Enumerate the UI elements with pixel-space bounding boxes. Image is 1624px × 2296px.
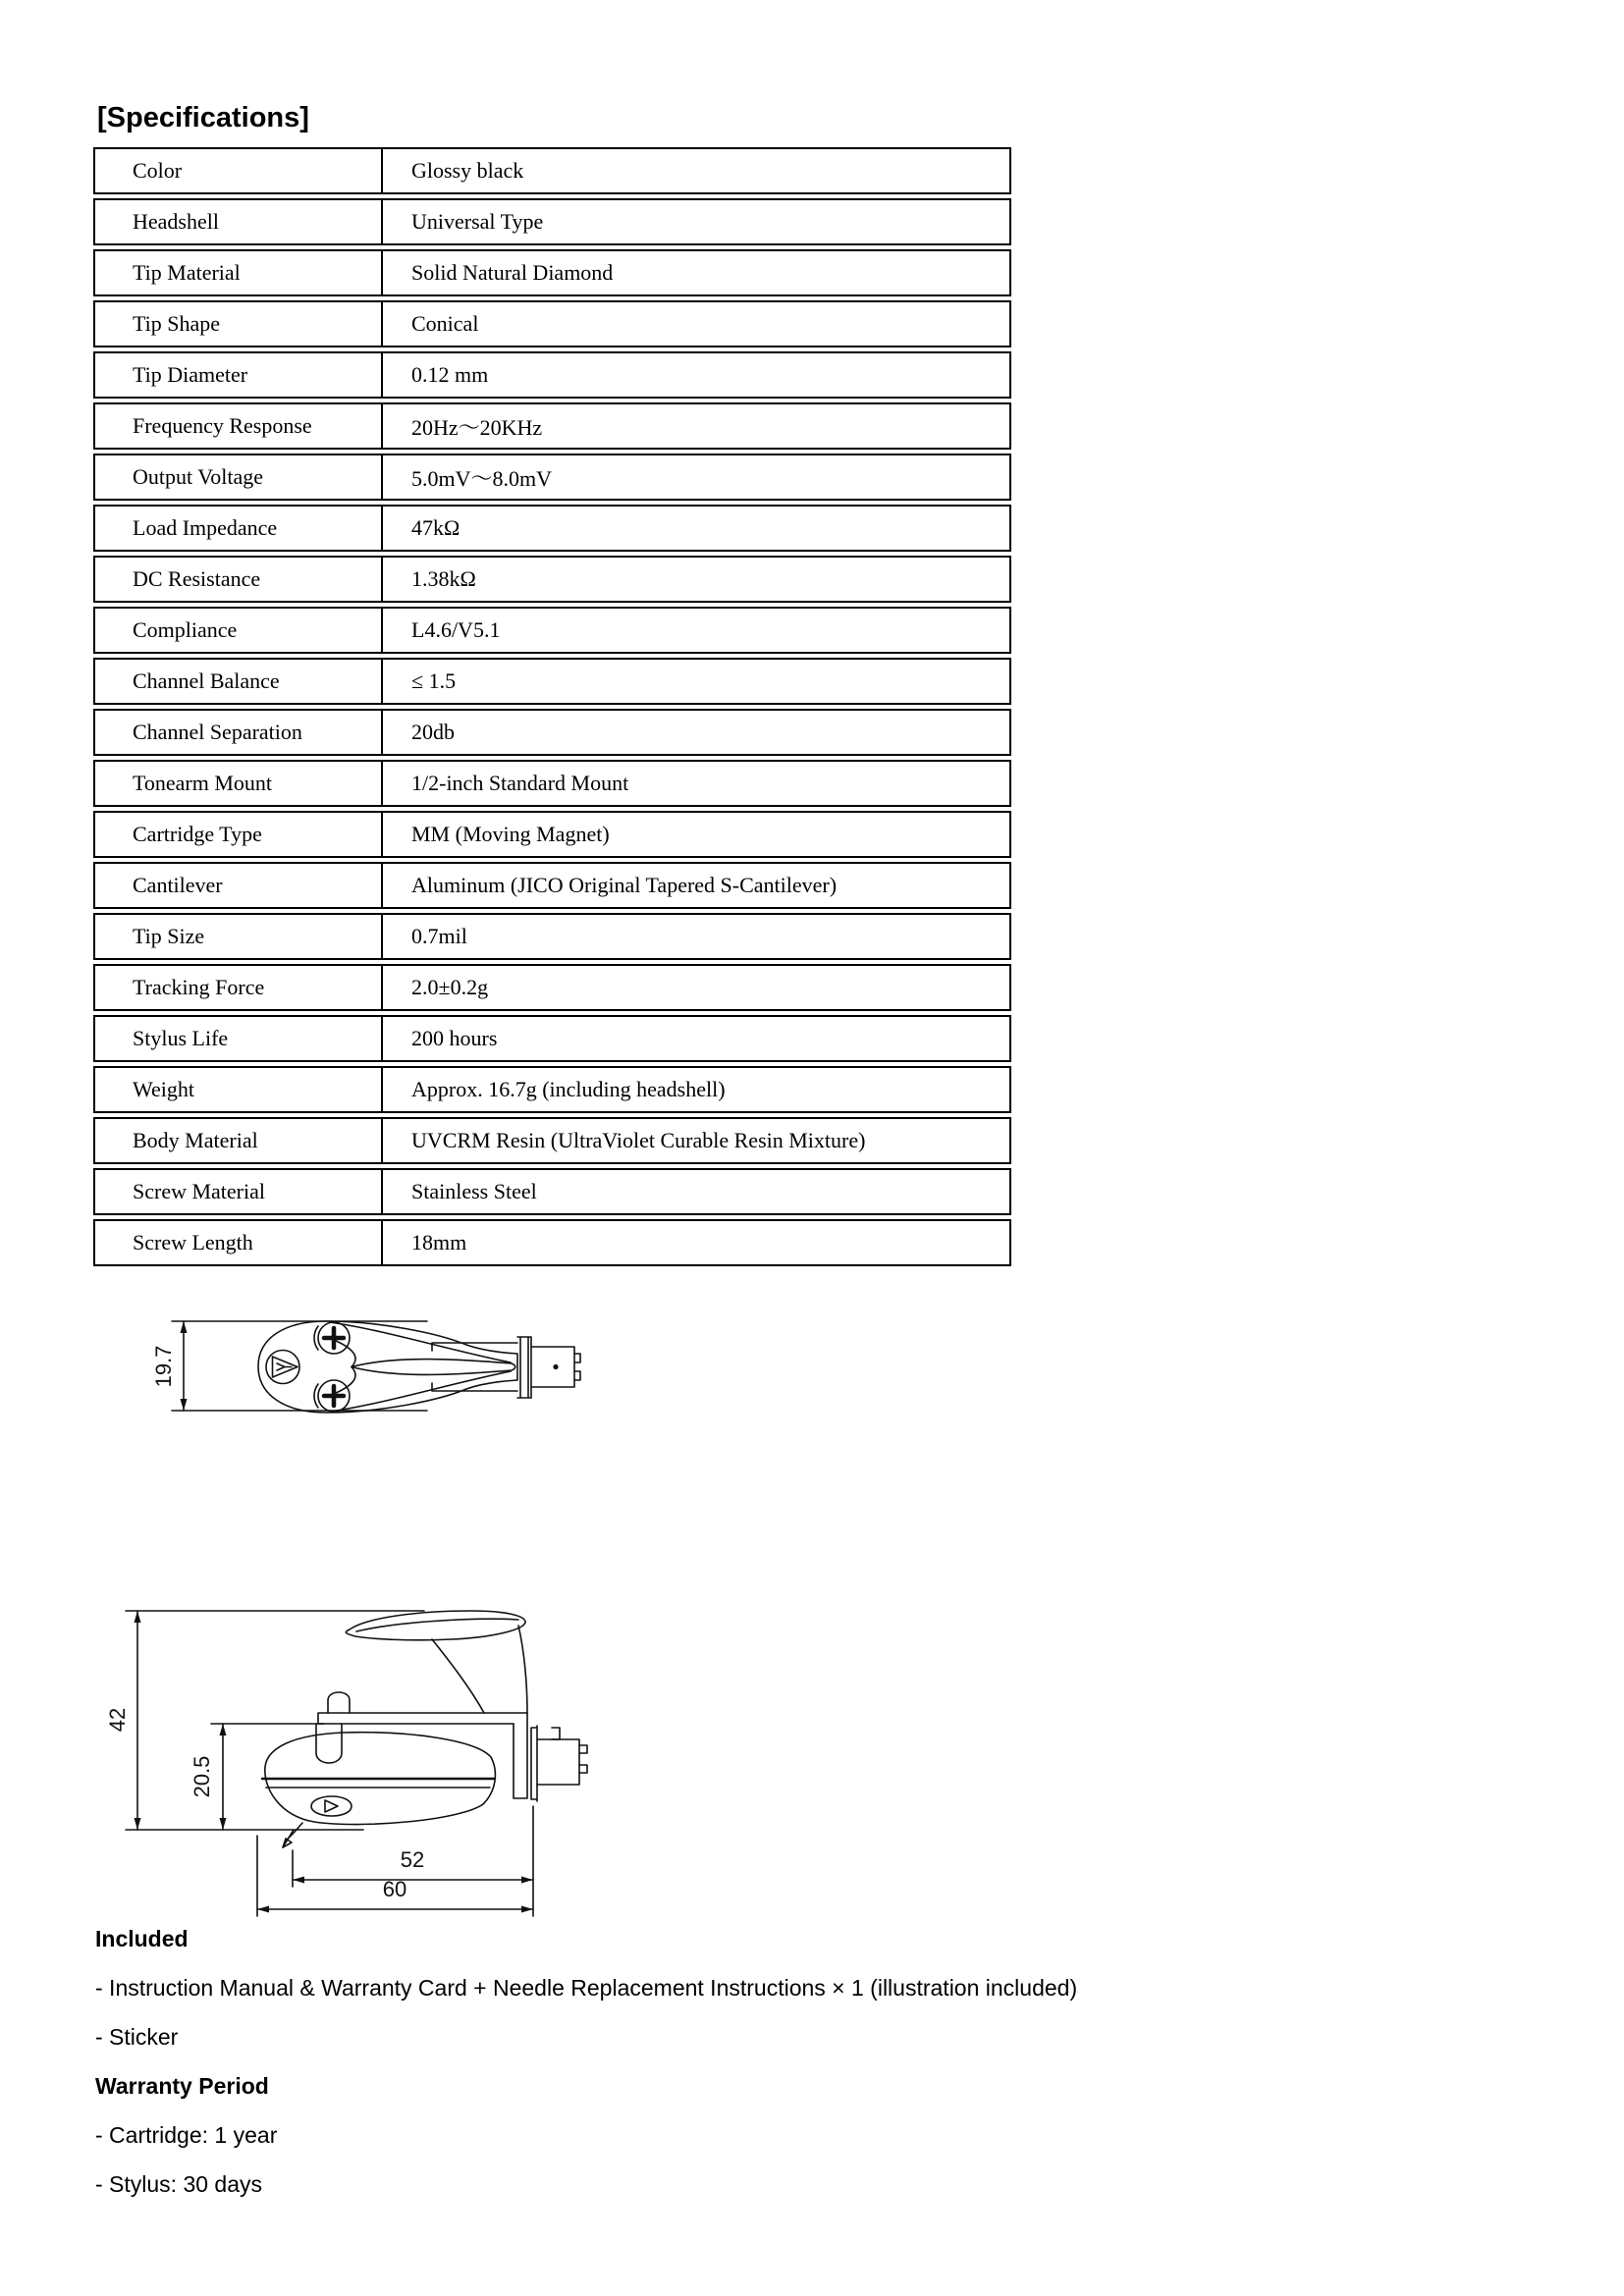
table-row [93,1015,1011,1062]
row-value: 0.12 mm [411,362,489,387]
included-item: - Instruction Manual & Warranty Card + Needle Replacement Instructions × 1 (illustration included) [95,1975,1078,2001]
table-row [93,454,1011,501]
row-value: 20Hz～20KHz [411,414,543,440]
table-row [93,709,1011,756]
row-label: Headshell [95,200,383,243]
arrowhead [181,1399,188,1411]
logo-icon [266,1351,299,1384]
arrowhead [220,1724,227,1735]
row-value: Conical [411,311,479,336]
side-view-inner-length-dimension: 52 [400,1847,425,1872]
row-value: MM (Moving Magnet) [411,822,610,846]
row-label: Screw Length [95,1221,383,1264]
row-label: Tip Material [95,251,383,294]
table-row [93,913,1011,960]
row-label: Color [95,149,383,192]
row-label: Channel Balance [95,660,383,703]
row-value: Approx. 16.7g (including headshell) [411,1077,726,1101]
row-value: 47kΩ [411,515,460,540]
table-row [93,760,1011,807]
included-heading: Included [95,1926,189,1951]
specifications-table [93,147,1011,1270]
row-value: Solid Natural Diamond [411,260,614,285]
row-label: Output Voltage [95,455,383,499]
side-view-total-height-dimension: 42 [104,1707,130,1733]
row-label: Tip Diameter [95,353,383,397]
row-label: Cantilever [95,864,383,907]
arrowhead [521,1877,533,1884]
arrowhead [135,1611,141,1623]
row-label: Tip Size [95,915,383,958]
row-label: DC Resistance [95,558,383,601]
included-item: - Sticker [95,2024,179,2050]
warranty-item: - Stylus: 30 days [95,2171,263,2197]
row-label: Channel Separation [95,711,383,754]
row-label: Load Impedance [95,507,383,550]
table-row [93,1117,1011,1164]
notes-section [95,1924,1470,2218]
table-row [93,300,1011,347]
warranty-item: - Cartridge: 1 year [95,2122,278,2148]
row-value: Stainless Steel [411,1179,537,1203]
table-row [93,1219,1011,1266]
arrowhead [220,1818,227,1830]
row-value: 200 hours [411,1026,498,1050]
table-row [93,147,1011,194]
row-label: Body Material [95,1119,383,1162]
arrowhead [257,1906,269,1913]
row-value: L4.6/V5.1 [411,617,501,642]
arrowhead [135,1818,141,1830]
row-label: Tip Shape [95,302,383,346]
table-row [93,249,1011,296]
row-value: Universal Type [411,209,544,234]
row-label: Weight [95,1068,383,1111]
row-value: 5.0mV～8.0mV [411,465,553,491]
row-label: Tracking Force [95,966,383,1009]
row-value: UVCRM Resin (UltraViolet Curable Resin Mixture) [411,1128,866,1152]
table-row [93,556,1011,603]
row-label: Tonearm Mount [95,762,383,805]
table-row [93,964,1011,1011]
row-label: Screw Material [95,1170,383,1213]
table-row [93,607,1011,654]
table-row [93,811,1011,858]
row-value: Glossy black [411,158,524,183]
side-view-body-height-dimension: 20.5 [189,1755,214,1798]
side-view-overall-length-dimension: 60 [382,1877,407,1901]
table-row [93,351,1011,399]
arrowhead [293,1877,304,1884]
table-row [93,198,1011,245]
table-row [93,862,1011,909]
row-label: Compliance [95,609,383,652]
table-row [93,658,1011,705]
warranty-heading: Warranty Period [95,2073,269,2099]
top-view-height-dimension: 19.7 [150,1345,176,1388]
row-value: Aluminum (JICO Original Tapered S-Cantilever) [411,873,838,897]
arrowhead [181,1321,188,1333]
table-row [93,1066,1011,1113]
row-value: ≤ 1.5 [411,668,457,693]
table-row [93,505,1011,552]
row-value: 18mm [411,1230,467,1255]
table-row [93,1168,1011,1215]
cartridge-side-view-drawing [98,1561,609,1919]
row-label: Frequency Response [95,404,383,448]
row-value: 1.38kΩ [411,566,476,591]
table-row [93,402,1011,450]
row-value: 2.0±0.2g [411,975,489,999]
row-label: Cartridge Type [95,813,383,856]
row-value: 1/2-inch Standard Mount [411,771,629,795]
arrowhead [521,1906,533,1913]
page-title: [Specifications] [97,102,309,133]
row-label: Stylus Life [95,1017,383,1060]
row-value: 20db [411,720,455,744]
cartridge-top-view-drawing [128,1308,609,1455]
row-value: 0.7mil [411,924,467,948]
